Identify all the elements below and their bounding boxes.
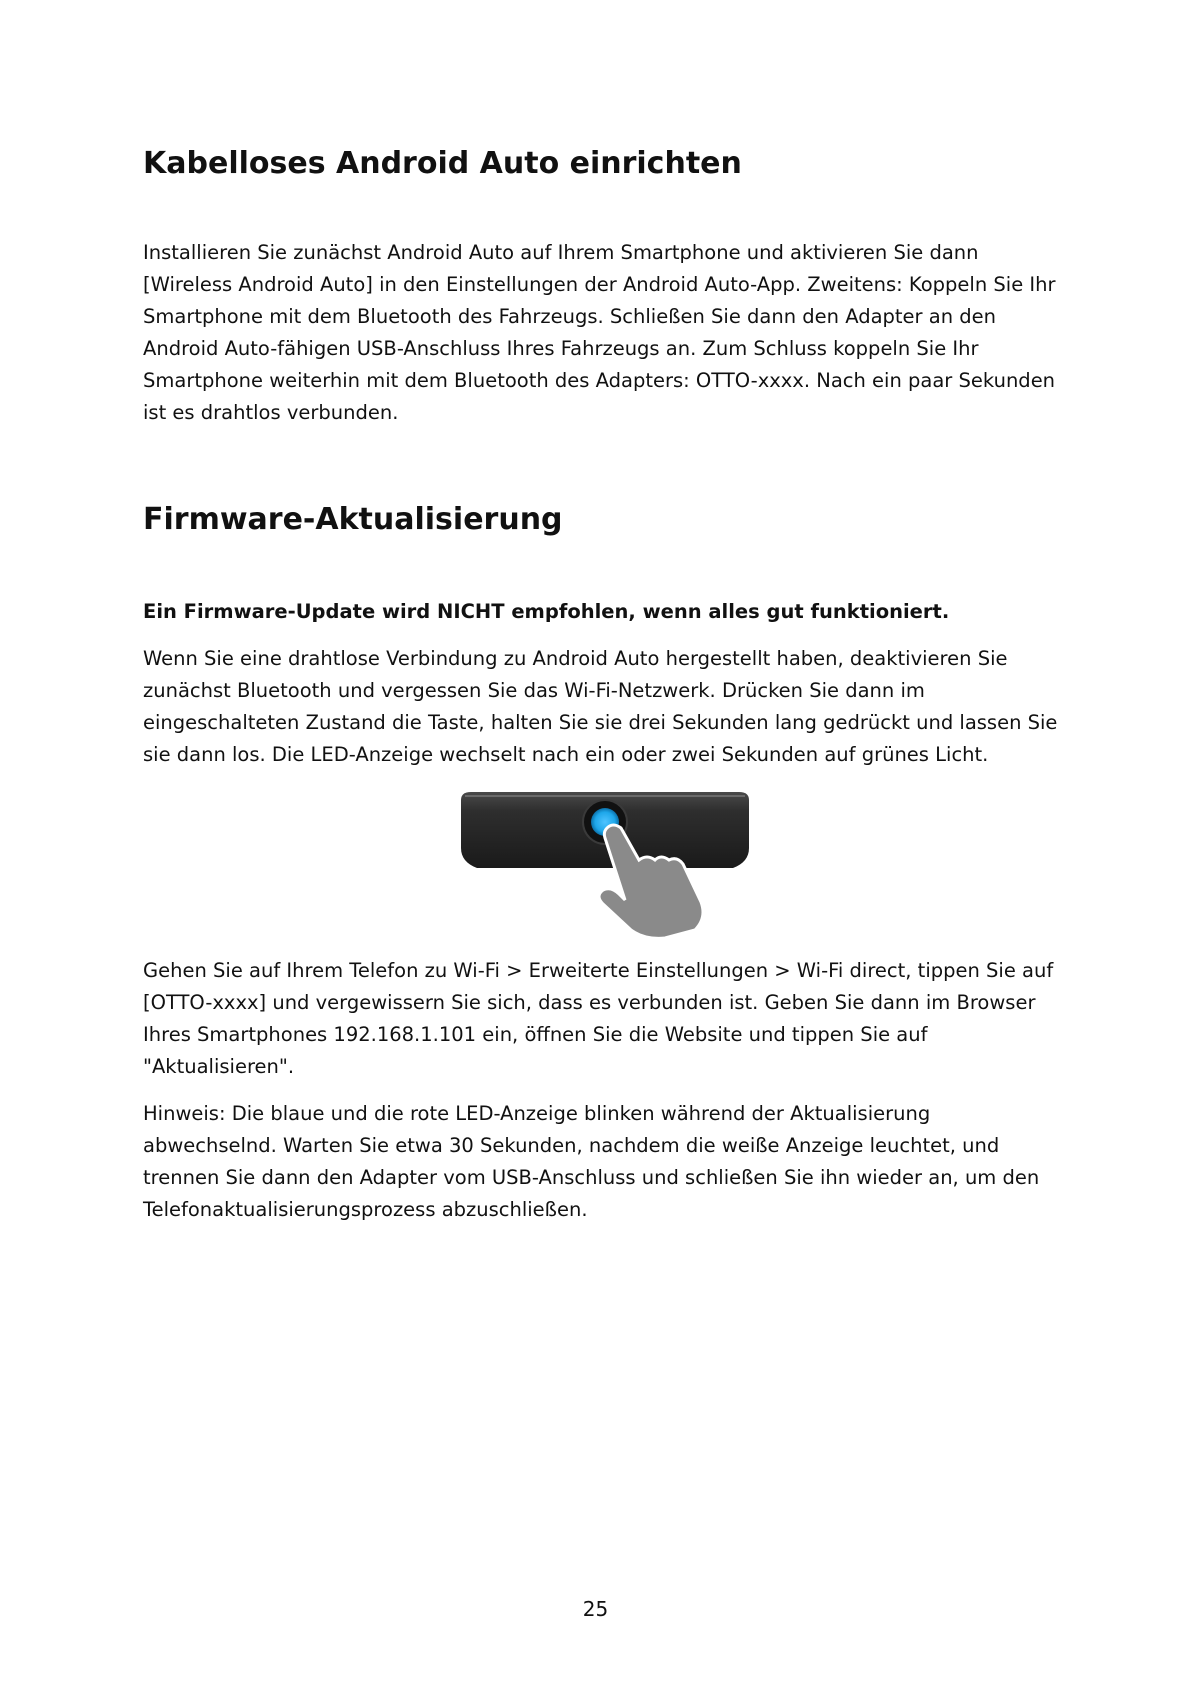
firmware-note-paragraph: Hinweis: Die blaue und die rote LED-Anzeige blinken während der Aktualisierung abwechselnd. Warten Sie etwa 30 Sekunden, nachdem die weiße Anzeige leuchtet, und trennen Sie dann den Adapter vom USB-Anschluss und schließen Sie ihn wieder an, um den Telefonaktualisierungsprozess abzuschließen. [143, 1102, 1040, 1221]
firmware-warning-text: Ein Firmware-Update wird NICHT empfohlen, wenn alles gut funktioniert. [143, 600, 950, 623]
adapter-illustration-svg [455, 790, 755, 940]
section-heading-firmware-update: Firmware-Aktualisierung [143, 502, 563, 537]
setup-instructions-paragraph: Installieren Sie zunächst Android Auto auf Ihrem Smartphone und aktivieren Sie dann [Wireless Android Auto] in den Einstellungen der Android Auto-App. Zweitens: Koppeln Sie Ihr Smartphone mit dem Bluetooth des Fahrzeugs. Schließen Sie dann den Adapter an den Android Auto-fähigen USB-Anschluss Ihres Fahrzeugs an. Zum Schluss koppeln Sie Ihr Smartphone weiterhin mit dem Bluetooth des Adapters: OTTO-xxxx. Nach ein paar Sekunden ist es drahtlos verbunden. [143, 241, 1056, 424]
adapter-button-press-illustration [455, 790, 755, 940]
section-heading-wireless-android-auto: Kabelloses Android Auto einrichten [143, 146, 742, 181]
firmware-reset-paragraph: Wenn Sie eine drahtlose Verbindung zu Android Auto hergestellt haben, deaktivieren Sie zunächst Bluetooth und vergessen Sie das Wi-Fi-Netzwerk. Drücken Sie dann im eingeschalteten Zustand die Taste, halten Sie sie drei Sekunden lang gedrückt und lassen Sie sie dann los. Die LED-Anzeige wechselt nach ein oder zwei Sekunden auf grünes Licht. [143, 647, 1058, 766]
page-number: 25 [582, 1597, 609, 1621]
firmware-wifi-paragraph: Gehen Sie auf Ihrem Telefon zu Wi-Fi > Erweiterte Einstellungen > Wi-Fi direct, tippen Sie auf [OTTO-xxxx] und vergewissern Sie sich, dass es verbunden ist. Geben Sie dann im Browser Ihres Smartphones 192.168.1.101 ein, öffnen Sie die Website und tippen Sie auf "Aktualisieren". [143, 959, 1054, 1078]
